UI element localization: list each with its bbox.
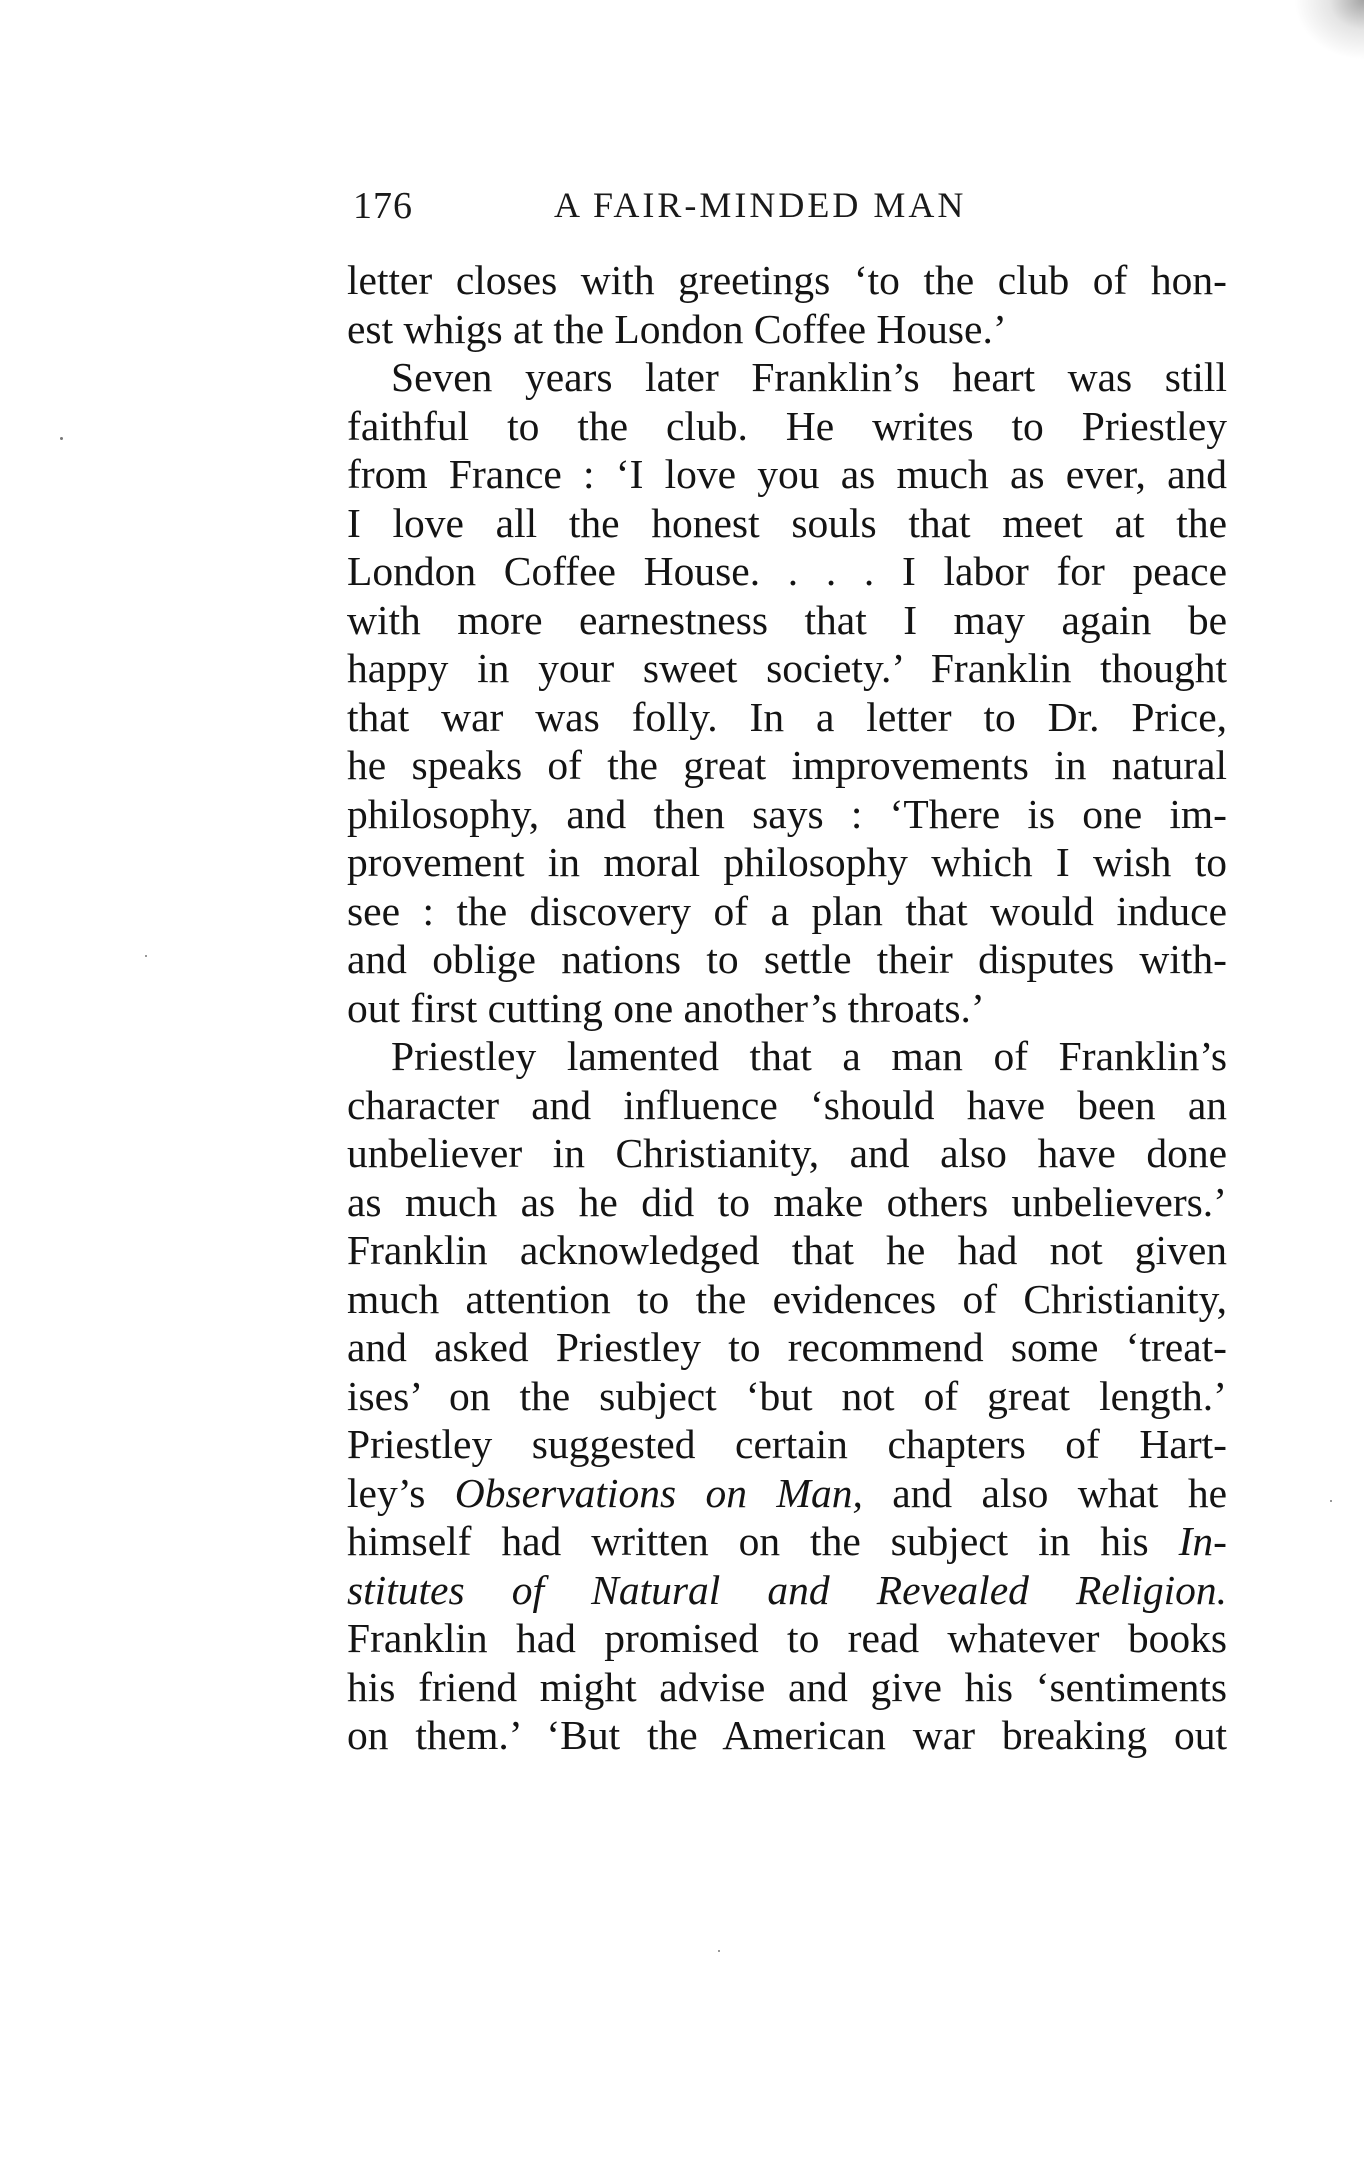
text-line (347, 1566, 1227, 1615)
scan-speck (145, 955, 147, 957)
text-line: Franklin acknowledged that he had not given (347, 1227, 1227, 1273)
text-line: he speaks of the great improvements in natural (347, 742, 1227, 788)
text-line: see : the discovery of a plan that would induce (347, 887, 1227, 934)
body-text (347, 256, 1227, 1760)
running-head: A FAIR-MINDED MAN (554, 185, 967, 225)
scan-smudge (1294, 0, 1364, 60)
text-line: his friend might advise and give his ‘sentiments (347, 1663, 1227, 1710)
text-segment: and also what he (862, 1469, 1227, 1516)
text-segment: himself had written on the subject in his (347, 1518, 1179, 1564)
text-segment: ley’s (347, 1469, 455, 1516)
italic-title: stitutes of Natural and Revealed Religion. (347, 1566, 1227, 1613)
scan-speck (718, 1950, 720, 1952)
italic-title: Observations on Man, (454, 1469, 863, 1516)
text-line: that war was folly. In a letter to Dr. Price, (347, 693, 1227, 740)
text-line: much attention to the evidences of Christianity, (347, 1275, 1227, 1322)
text-line (347, 1469, 1227, 1518)
text-line: faithful to the club. He writes to Priestley (347, 402, 1227, 449)
text-line: est whigs at the London Coffee House.’ (347, 305, 1007, 352)
text-line: character and influence ‘should have been an (347, 1081, 1227, 1128)
text-line: ises’ on the subject ‘but not of great length.’ (347, 1372, 1227, 1419)
text-line: as much as he did to make others unbelievers.’ (347, 1178, 1227, 1225)
text-line: I love all the honest souls that meet at the (347, 499, 1227, 546)
text-line: Priestley lamented that a man of Franklin’s (391, 1033, 1227, 1079)
text-line (347, 1517, 1227, 1566)
text-line: and oblige nations to settle their disputes with- (347, 936, 1227, 982)
scan-speck (60, 437, 63, 440)
text-line: Franklin had promised to read whatever books (347, 1615, 1227, 1661)
text-line: with more earnestness that I may again be (347, 596, 1227, 643)
italic-title: In- (1178, 1518, 1227, 1564)
text-line: on them.’ ‘But the American war breaking out (347, 1712, 1227, 1758)
text-line: from France : ‘I love you as much as ever, and (347, 451, 1227, 497)
text-line: out first cutting one another’s throats.’ (347, 984, 985, 1031)
text-line: Priestley suggested certain chapters of Hart- (347, 1421, 1227, 1467)
text-line: and asked Priestley to recommend some ‘treat- (347, 1324, 1227, 1370)
page-header (350, 184, 1230, 244)
page-number: 176 (353, 185, 413, 227)
text-line: London Coffee House. . . . I labor for peace (347, 548, 1227, 594)
text-line: unbeliever in Christianity, and also have done (347, 1130, 1227, 1176)
text-line: provement in moral philosophy which I wish to (347, 839, 1227, 885)
text-line: letter closes with greetings ‘to the club of hon- (347, 257, 1227, 303)
text-line: happy in your sweet society.’ Franklin thought (347, 645, 1227, 691)
scan-speck (1330, 1500, 1332, 1502)
text-line: Seven years later Franklin’s heart was still (391, 354, 1227, 400)
text-line: philosophy, and then says : ‘There is one im- (347, 790, 1227, 837)
